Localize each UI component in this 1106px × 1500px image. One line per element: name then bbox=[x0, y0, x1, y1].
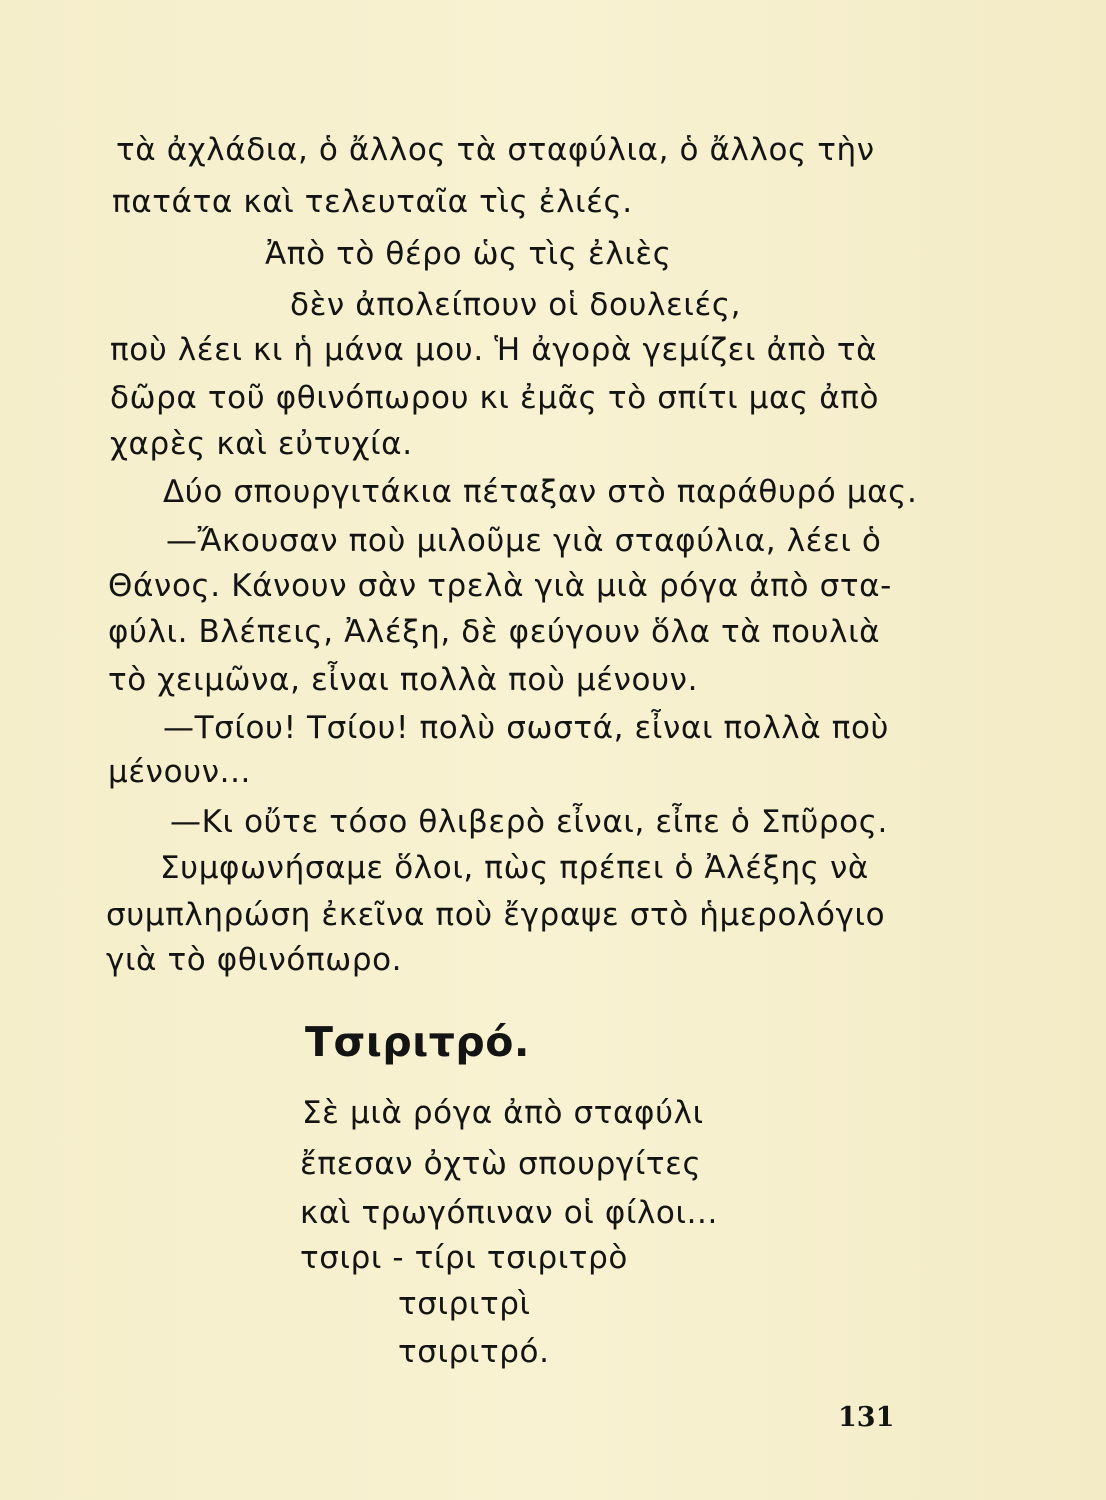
section-heading: Τσιριτρό. bbox=[305, 1018, 530, 1066]
text-line: ποὺ λέει κι ἡ μάνα μου. Ἡ ἀγορὰ γεμίζει ἀπὸ τὰ bbox=[110, 332, 878, 368]
text-line: —Ἄκουσαν ποὺ μιλοῦμε γιὰ σταφύλια, λέει ὁ bbox=[166, 523, 882, 559]
text-line: —Κι οὔτε τόσο θλιβερὸ εἶναι, εἶπε ὁ Σπῦρος. bbox=[170, 804, 889, 840]
text-line: μένουν... bbox=[108, 754, 251, 790]
text-line: φύλι. Βλέπεις, Ἀλέξη, δὲ φεύγουν ὅλα τὰ πουλιὰ bbox=[108, 614, 881, 650]
text-line: συμπληρώση ἐκεῖνα ποὺ ἔγραψε στὸ ἡμερολόγιο bbox=[106, 897, 886, 933]
page-number: 131 bbox=[838, 1402, 895, 1433]
poem-line: τσιρι - τίρι τσιριτρὸ bbox=[300, 1240, 628, 1276]
verse-line: δὲν ἀπολείπουν οἱ δουλειές, bbox=[290, 287, 742, 323]
poem-line: Σὲ μιὰ ρόγα ἀπὸ σταφύλι bbox=[302, 1095, 704, 1131]
poem-line: καὶ τρωγόπιναν οἱ φίλοι... bbox=[300, 1195, 718, 1231]
text-line: τὰ ἀχλάδια, ὁ ἄλλος τὰ σταφύλια, ὁ ἄλλος τὴν bbox=[116, 132, 875, 168]
text-line: πατάτα καὶ τελευταῖα τὶς ἐλιές. bbox=[112, 184, 633, 220]
poem-line: τσιριτρό. bbox=[398, 1334, 550, 1370]
text-line: Θάνος. Κάνουν σὰν τρελὰ γιὰ μιὰ ρόγα ἀπὸ στα- bbox=[108, 568, 892, 604]
poem-line: τσιριτρὶ bbox=[398, 1286, 531, 1322]
poem-line: ἔπεσαν ὀχτὼ σπουργίτες bbox=[300, 1146, 702, 1182]
text-line: Συμφωνήσαμε ὅλοι, πὼς πρέπει ὁ Ἀλέξης νὰ bbox=[160, 850, 869, 886]
text-line: δῶρα τοῦ φθινόπωρου κι ἐμᾶς τὸ σπίτι μας ἀπὸ bbox=[110, 380, 880, 416]
text-line: Δύο σπουργιτάκια πέταξαν στὸ παράθυρό μας. bbox=[163, 474, 918, 510]
text-line: χαρὲς καὶ εὐτυχία. bbox=[110, 426, 413, 462]
text-line: τὸ χειμῶνα, εἶναι πολλὰ ποὺ μένουν. bbox=[108, 662, 699, 698]
text-line: —Τσίου! Τσίου! πολὺ σωστά, εἶναι πολλὰ ποὺ bbox=[163, 710, 890, 746]
verse-line: Ἀπὸ τὸ θέρο ὡς τὶς ἐλιὲς bbox=[265, 236, 672, 272]
text-line: γιὰ τὸ φθινόπωρο. bbox=[106, 942, 403, 978]
